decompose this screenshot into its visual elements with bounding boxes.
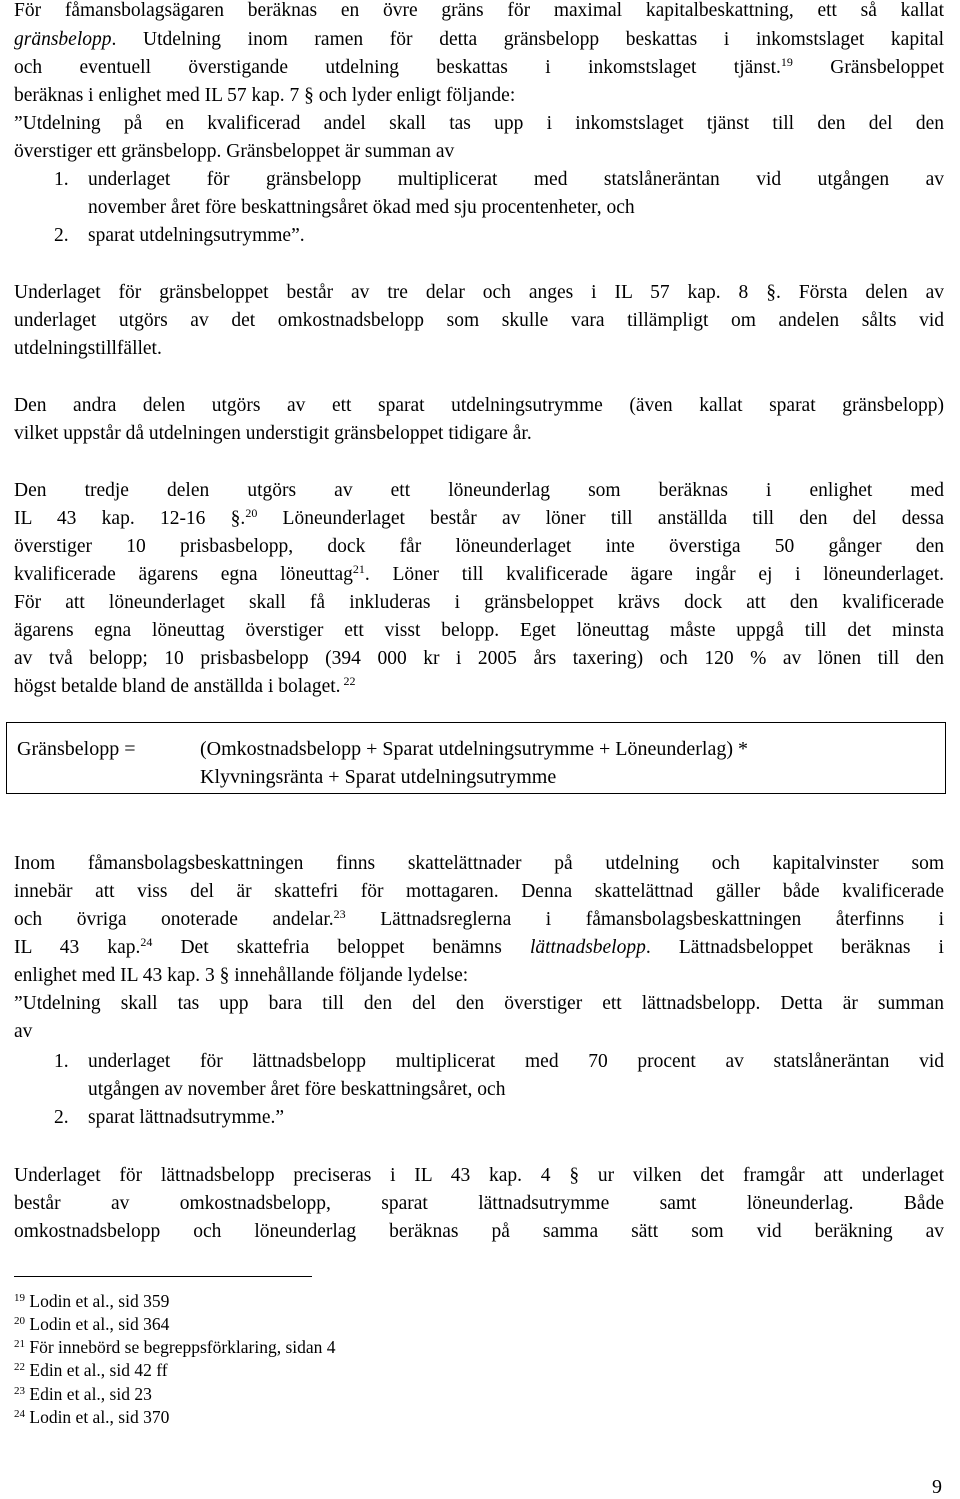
term-gransbelopp: gränsbelopp xyxy=(14,29,112,50)
footnote-number: 23 xyxy=(14,1385,25,1397)
footnote-ref-20[interactable]: 20 xyxy=(245,506,258,520)
text-span: . Löner till kvalificerade ägare ingår ej i löneunderlaget. xyxy=(364,564,944,585)
paragraph-2-line-2: underlaget utgörs av det omkostnadsbelopp som skulle vara tillämpligt om andelen sålts vid xyxy=(14,310,944,331)
list-item-1-line-2: utgången av november året före beskattningsåret, och xyxy=(88,1079,506,1100)
footnote-22 xyxy=(14,1359,168,1381)
paragraph-4-line-1: Den tredje delen utgörs av ett löneunderlag som beräknas i enlighet med xyxy=(14,480,944,501)
text-span: . Lättnadsbeloppet beräknas i xyxy=(645,937,944,958)
list-item-number: 2. xyxy=(54,1107,69,1128)
paragraph-4-line-6: ägarens egna löneuttag överstiger ett visst belopp. Eget löneuttag måste uppgå till det minsta xyxy=(14,620,944,641)
footnote-number: 21 xyxy=(14,1338,25,1350)
footnote-ref-22[interactable]: 22 xyxy=(340,674,356,688)
paragraph-1-line-5: ”Utdelning på en kvalificerad andel skall tas upp i inkomstslaget tjänst till den del den xyxy=(14,113,944,134)
paragraph-1-line-6: överstiger ett gränsbelopp. Gränsbeloppet är summan av xyxy=(14,141,455,162)
paragraph-1-line-2 xyxy=(14,26,944,54)
footnote-text: Lodin et al., sid 364 xyxy=(29,1314,170,1334)
text-span: IL 43 kap. 12-16 §. xyxy=(14,508,246,529)
footnote-text: För innebörd se begreppsförklaring, sidan 4 xyxy=(29,1337,336,1357)
page-number: 9 xyxy=(932,1476,942,1498)
paragraph-4-line-5: För att löneunderlaget skall få inkluderas i gränsbeloppet krävs dock att den kvalificerade xyxy=(14,592,944,613)
footnote-separator xyxy=(14,1276,312,1277)
paragraph-3-line-2: vilket uppstår då utdelningen understigit gränsbeloppet tidigare år. xyxy=(14,423,532,444)
list-item-number: 1. xyxy=(54,169,69,190)
list-item-number: 2. xyxy=(54,225,69,246)
term-lattnadsbelopp: lättnadsbelopp xyxy=(529,937,646,958)
footnote-ref-19[interactable]: 19 xyxy=(780,55,793,69)
footnote-number: 24 xyxy=(14,1408,25,1420)
paragraph-2-line-3: utdelningstillfället. xyxy=(14,338,162,359)
paragraph-6-line-1: Underlaget för lättnadsbelopp preciseras i IL 43 kap. 4 § ur vilken det framgår att underlaget xyxy=(14,1165,944,1186)
list-item-2-line-1: sparat utdelningsutrymme”. xyxy=(88,225,305,246)
footnote-23 xyxy=(14,1383,152,1405)
paragraph-5-line-4 xyxy=(14,934,944,962)
footnote-text: Lodin et al., sid 370 xyxy=(29,1407,170,1427)
list-item-number: 1. xyxy=(54,1051,69,1072)
paragraph-4-line-2 xyxy=(14,505,944,533)
formula-box xyxy=(6,722,946,794)
paragraph-4-line-4 xyxy=(14,561,944,589)
list-item-1-line-2: november året före beskattningsåret ökad med sju procentenheter, och xyxy=(88,197,635,218)
paragraph-1-line-1: För fåmansbolagsägaren beräknas en övre gräns för maximal kapitalbeskattning, ett så kallat xyxy=(14,0,944,21)
paragraph-5-line-3 xyxy=(14,906,944,934)
footnote-number: 20 xyxy=(14,1315,25,1327)
footnote-20 xyxy=(14,1313,169,1335)
footnote-number: 19 xyxy=(14,1292,25,1304)
footnote-21 xyxy=(14,1336,336,1358)
paragraph-5-line-1: Inom fåmansbolagsbeskattningen finns skattelättnader på utdelning och kapitalvinster som xyxy=(14,853,944,874)
footnote-24 xyxy=(14,1406,169,1428)
list-item-1-line-1: underlaget för gränsbelopp multiplicerat med statslåneräntan vid utgången av xyxy=(88,169,944,190)
text-span: Det skattefria beloppet benämns xyxy=(152,937,530,958)
text-span: Gränsbeloppet xyxy=(792,57,944,78)
paragraph-1-line-3 xyxy=(14,54,944,82)
footnote-text: Edin et al., sid 23 xyxy=(29,1384,152,1404)
paragraph-6-line-3: omkostnadsbelopp och löneunderlag beräknas på samma sätt som vid beräkning av xyxy=(14,1221,944,1242)
text-span: Lättnadsreglerna i fåmansbolagsbeskattningen återfinns i xyxy=(345,909,944,930)
paragraph-4-line-7: av två belopp; 10 prisbasbelopp (394 000 kr i 2005 års taxering) och 120 % av lönen till den xyxy=(14,648,944,669)
footnote-text: Edin et al., sid 42 ff xyxy=(29,1360,168,1380)
paragraph-5-line-7: av xyxy=(14,1021,33,1042)
paragraph-5-line-5: enlighet med IL 43 kap. 3 § innehållande följande lydelse: xyxy=(14,965,469,986)
list-item-2-line-1: sparat lättnadsutrymme.” xyxy=(88,1107,285,1128)
paragraph-5-line-2: innebär att viss del är skattefri för mottagaren. Denna skattelättnad gäller både kvalificerade xyxy=(14,881,944,902)
footnote-ref-21[interactable]: 21 xyxy=(352,562,365,576)
text-span: IL 43 kap. xyxy=(14,937,141,958)
footnote-text: Lodin et al., sid 359 xyxy=(29,1291,170,1311)
paragraph-5-line-6: ”Utdelning skall tas upp bara till den del den överstiger ett lättnadsbelopp. Detta är summan xyxy=(14,993,944,1014)
footnote-ref-23[interactable]: 23 xyxy=(333,907,346,921)
text-span: och övriga onoterade andelar. xyxy=(14,909,334,930)
footnote-number: 22 xyxy=(14,1361,25,1373)
text-span: kvalificerade ägarens egna löneuttag xyxy=(14,564,353,585)
text-span: Löneunderlaget består av löner till anställda till den del dessa xyxy=(257,508,944,529)
paragraph-1-line-4: beräknas i enlighet med IL 57 kap. 7 § och lyder enligt följande: xyxy=(14,85,516,106)
formula-label: Gränsbelopp = xyxy=(17,738,136,760)
footnote-ref-24[interactable]: 24 xyxy=(140,935,153,949)
footnote-19 xyxy=(14,1290,169,1312)
formula-line-2: Klyvningsränta + Sparat utdelningsutrymme xyxy=(200,766,557,788)
list-item-1-line-1: underlaget för lättnadsbelopp multiplicerat med 70 procent av statslåneräntan vid xyxy=(88,1051,944,1072)
paragraph-2-line-1: Underlaget för gränsbeloppet består av tre delar och anges i IL 57 kap. 8 §. Första delen av xyxy=(14,282,944,303)
text-span: högst betalde bland de anställda i bolaget. xyxy=(14,676,341,697)
formula-line-1: (Omkostnadsbelopp + Sparat utdelningsutrymme + Löneunderlag) * xyxy=(200,738,749,760)
text-span: och eventuell överstigande utdelning beskattas i inkomstslaget tjänst. xyxy=(14,57,781,78)
paragraph-4-line-3: överstiger 10 prisbasbelopp, dock får löneunderlaget inte överstiga 50 gånger den xyxy=(14,536,944,557)
paragraph-3-line-1: Den andra delen utgörs av ett sparat utdelningsutrymme (även kallat sparat gränsbelopp) xyxy=(14,395,944,416)
paragraph-6-line-2: består av omkostnadsbelopp, sparat lättnadsutrymme samt löneunderlag. Både xyxy=(14,1193,944,1214)
text-span: . Utdelning inom ramen för detta gränsbelopp beskattas i inkomstslaget kapital xyxy=(111,29,944,50)
paragraph-4-line-8 xyxy=(14,673,944,701)
